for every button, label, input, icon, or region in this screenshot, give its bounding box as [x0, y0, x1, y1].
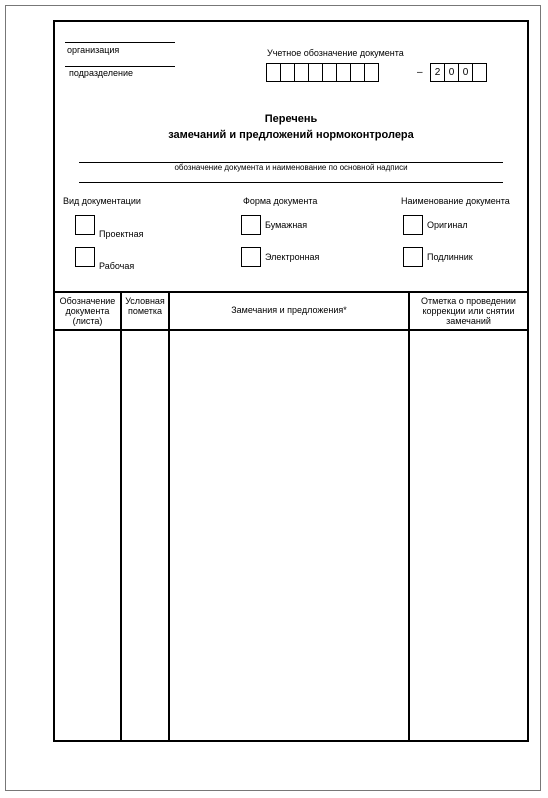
- title-bottom-line: [79, 182, 503, 183]
- division-label: подразделение: [69, 68, 133, 78]
- year-cells: [430, 63, 487, 82]
- doc-number-cell[interactable]: [336, 63, 351, 82]
- year-cell[interactable]: 0: [458, 63, 473, 82]
- column-header-designation: Обозначение документа (листа): [59, 296, 116, 326]
- table-column-divider: [408, 293, 410, 742]
- doc-number-cell[interactable]: [364, 63, 379, 82]
- checkbox-electronic[interactable]: [241, 247, 261, 267]
- checkbox-working-label: Рабочая: [99, 261, 135, 271]
- checkbox-original[interactable]: [403, 215, 423, 235]
- doc-number-dash: –: [417, 67, 423, 78]
- doc-name-heading: Наименование документа: [401, 196, 510, 206]
- title-line1: Перечень: [264, 113, 318, 125]
- column-header-correction: Отметка о проведении коррекции или снятии замечаний: [421, 296, 516, 326]
- checkbox-working[interactable]: [75, 247, 95, 267]
- doc-number-cell[interactable]: [322, 63, 337, 82]
- checkbox-electronic-label: Электронная: [265, 252, 320, 262]
- remarks-table: [55, 291, 527, 742]
- column-header-mark: Условная пометка: [125, 296, 165, 316]
- doc-number-cells: [266, 63, 379, 82]
- form-frame: [53, 20, 529, 742]
- title-caption: обозначение документа и наименование по основной надписи: [174, 163, 408, 172]
- checkbox-project-label: Проектная: [99, 229, 144, 239]
- table-column-divider: [168, 293, 170, 742]
- title-line2: замечаний и предложений нормоконтролера: [168, 129, 414, 141]
- year-cell[interactable]: 0: [444, 63, 459, 82]
- table-column-divider: [120, 293, 122, 742]
- checkbox-original-label: Оригинал: [427, 220, 468, 230]
- doc-form-heading: Форма документа: [243, 196, 318, 206]
- organization-line: [65, 42, 175, 43]
- year-cell[interactable]: 2: [430, 63, 445, 82]
- organization-label: организация: [67, 45, 120, 55]
- doc-number-label: Учетное обозначение документа: [267, 48, 404, 58]
- checkbox-master[interactable]: [403, 247, 423, 267]
- checkbox-paper-label: Бумажная: [265, 220, 308, 230]
- doc-number-cell[interactable]: [308, 63, 323, 82]
- doc-type-heading: Вид документации: [63, 196, 141, 206]
- checkbox-paper[interactable]: [241, 215, 261, 235]
- doc-number-cell[interactable]: [294, 63, 309, 82]
- table-header-divider: [55, 329, 527, 331]
- year-cell[interactable]: [472, 63, 487, 82]
- checkbox-project[interactable]: [75, 215, 95, 235]
- division-line: [65, 66, 175, 67]
- doc-number-cell[interactable]: [266, 63, 281, 82]
- doc-number-cell[interactable]: [280, 63, 295, 82]
- checkbox-master-label: Подлинник: [427, 252, 473, 262]
- doc-number-cell[interactable]: [350, 63, 365, 82]
- column-header-remarks: Замечания и предложения*: [231, 305, 347, 315]
